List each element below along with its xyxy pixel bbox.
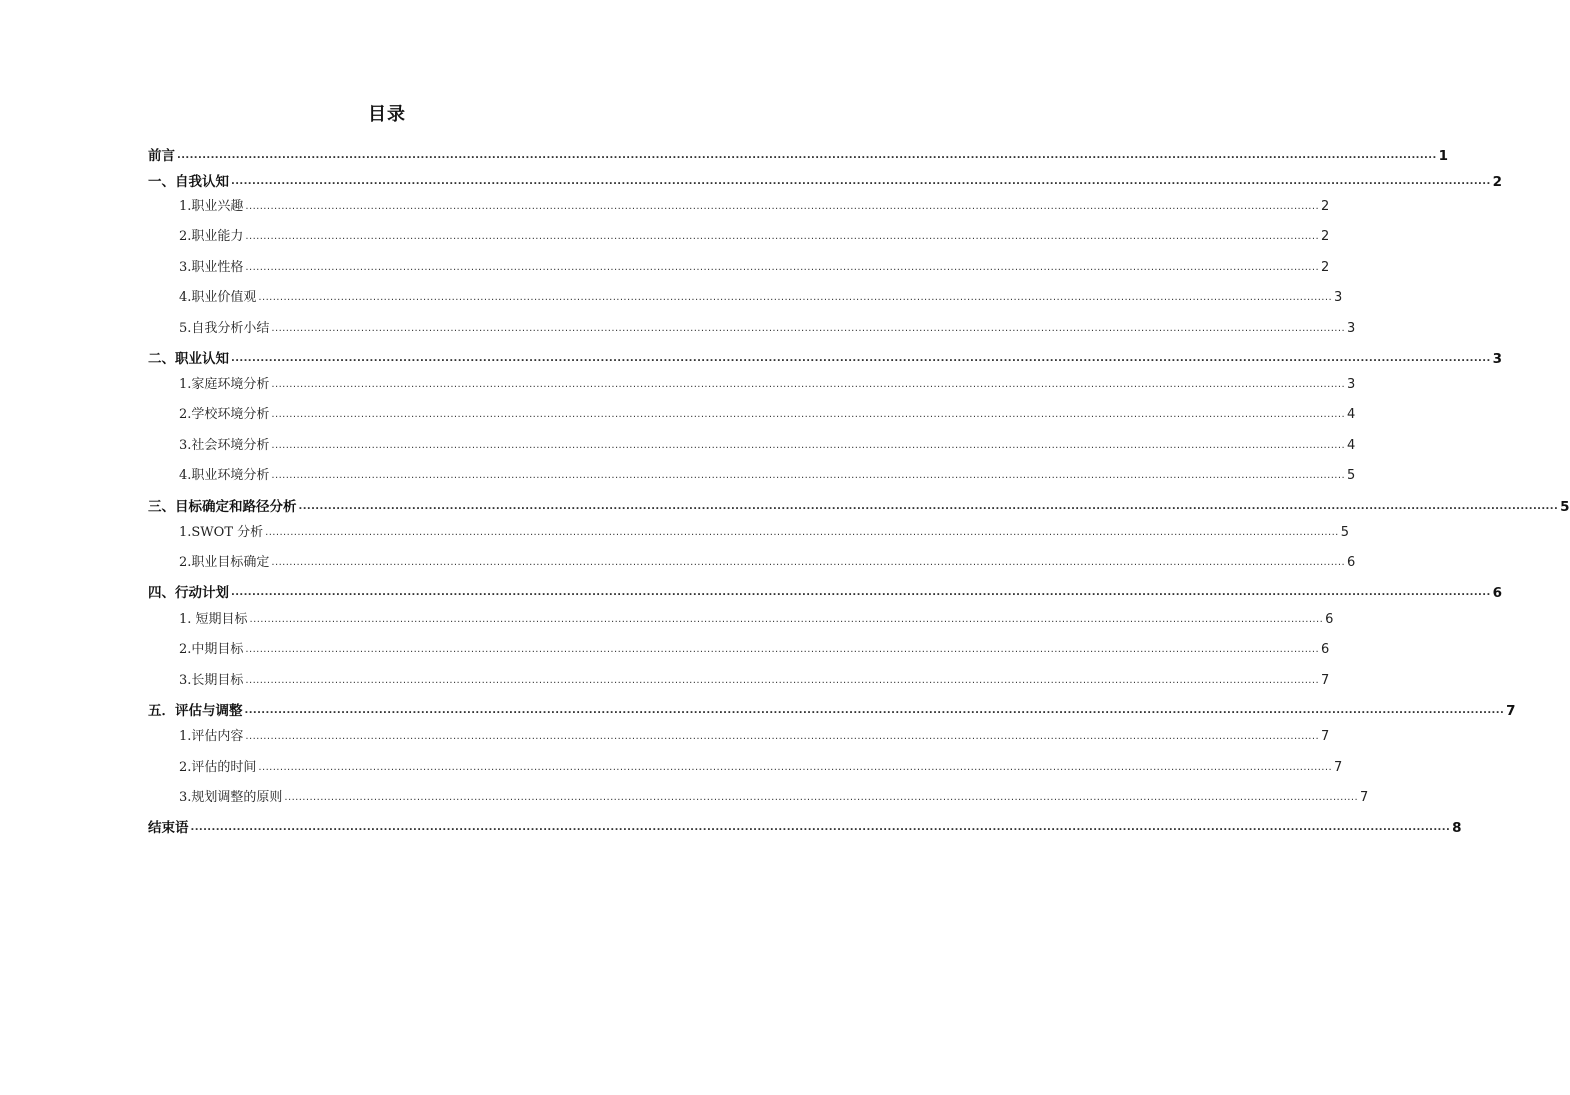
toc-entry-page-number: 8 (1452, 820, 1462, 836)
dot-leader: ............................................................................................................................................................................................................................................................................................................ (231, 353, 1491, 364)
toc-entry-page-number: 6 (1347, 555, 1356, 570)
dot-leader: ............................................................................................................................................................................................................................................................................................................ (177, 150, 1437, 161)
dot-leader: ............................................................................................................................................................................................................................................................................................................ (245, 262, 1320, 273)
dot-leader: ............................................................................................................................................................................................................................................................................................................ (249, 614, 1324, 625)
toc-entry[interactable] (148, 284, 1343, 306)
dot-leader: ............................................................................................................................................................................................................................................................................................................ (271, 470, 1346, 481)
toc-entry[interactable] (148, 549, 1356, 571)
toc-entry-label: 1.SWOT 分析 (179, 525, 264, 540)
toc-entry-page-number: 4 (1347, 438, 1356, 453)
toc-entry[interactable] (148, 371, 1356, 393)
toc-entry-label: 3.社会环境分析 (179, 438, 270, 453)
toc-entry-label: 2.评估的时间 (179, 760, 257, 775)
toc-entry-label: 1. 短期目标 (179, 612, 248, 627)
toc-entry-label: 4.职业价值观 (179, 290, 257, 305)
toc-entry-label: 3.长期目标 (179, 673, 244, 688)
toc-entry[interactable] (148, 519, 1350, 541)
toc-entry[interactable] (148, 814, 1462, 836)
toc-entry-label: 1.家庭环境分析 (179, 377, 270, 392)
dot-leader: ............................................................................................................................................................................................................................................................................................................ (265, 527, 1339, 538)
toc-entry[interactable] (148, 254, 1330, 276)
toc-entry-page-number: 3 (1347, 321, 1356, 336)
dot-leader: ............................................................................................................................................................................................................................................................................................................ (245, 644, 1320, 655)
dot-leader: ............................................................................................................................................................................................................................................................................................................ (245, 675, 1320, 686)
toc-entry-page-number: 7 (1360, 790, 1369, 805)
toc-entry-page-number: 6 (1321, 642, 1330, 657)
dot-leader: ............................................................................................................................................................................................................................................................................................................ (271, 409, 1346, 420)
toc-entry[interactable] (148, 462, 1356, 484)
dot-leader: ............................................................................................................................................................................................................................................................................................................ (298, 501, 1559, 512)
toc-entry-label: 五．评估与调整 (148, 703, 243, 719)
toc-entry[interactable] (148, 667, 1330, 689)
toc-entry-page-number: 6 (1492, 585, 1503, 601)
toc-entry-label: 2.职业目标确定 (179, 555, 270, 570)
toc-entry-page-number: 7 (1321, 673, 1330, 688)
dot-leader: ............................................................................................................................................................................................................................................................................................................ (244, 705, 1505, 716)
toc-entry-page-number: 3 (1334, 290, 1343, 305)
toc-entry-page-number: 7 (1321, 729, 1330, 744)
toc-entry-label: 1.评估内容 (179, 729, 244, 744)
dot-leader: ............................................................................................................................................................................................................................................................................................................ (271, 379, 1346, 390)
toc-entry[interactable] (148, 345, 1503, 367)
toc-entry-label: 三、目标确定和路径分析 (148, 499, 297, 515)
dot-leader: ............................................................................................................................................................................................................................................................................................................ (271, 323, 1346, 334)
toc-entry-page-number: 2 (1492, 174, 1503, 190)
toc-entry[interactable] (148, 697, 1516, 719)
dot-leader: ............................................................................................................................................................................................................................................................................................................ (284, 792, 1359, 803)
toc-entry-page-number: 5 (1347, 468, 1356, 483)
toc-entry[interactable] (148, 636, 1330, 658)
toc-entry-page-number: 3 (1492, 351, 1503, 367)
toc-entry[interactable] (148, 223, 1330, 245)
toc-title: 目录 (368, 104, 406, 125)
toc-entry-page-number: 2 (1321, 199, 1330, 214)
dot-leader: ............................................................................................................................................................................................................................................................................................................ (258, 292, 1333, 303)
toc-entry-label: 前言 (148, 148, 175, 164)
toc-entry-label: 二、职业认知 (148, 351, 229, 367)
dot-leader: ............................................................................................................................................................................................................................................................................................................ (231, 176, 1491, 187)
toc-entry-page-number: 2 (1321, 229, 1330, 244)
toc-entry[interactable] (148, 401, 1356, 423)
toc-entry-page-number: 6 (1325, 612, 1334, 627)
toc-entry-label: 2.职业能力 (179, 229, 244, 244)
toc-entry-page-number: 5 (1340, 525, 1350, 540)
toc-entry-label: 5.自我分析小结 (179, 321, 270, 336)
toc-entry-label: 4.职业环境分析 (179, 468, 270, 483)
toc-entry[interactable] (148, 579, 1503, 601)
toc-entry[interactable] (148, 193, 1330, 215)
toc-entry-label: 一、自我认知 (148, 174, 229, 190)
toc-entry[interactable] (148, 493, 1570, 515)
toc-entry-label: 2.学校环境分析 (179, 407, 270, 422)
toc-entry-page-number: 3 (1347, 377, 1356, 392)
toc-entry[interactable] (148, 784, 1369, 806)
dot-leader: ............................................................................................................................................................................................................................................................................................................ (271, 440, 1346, 451)
toc-entry-page-number: 4 (1347, 407, 1356, 422)
toc-entry-page-number: 5 (1560, 499, 1570, 515)
toc-entry-page-number: 7 (1334, 760, 1343, 775)
toc-entry-label: 四、行动计划 (148, 585, 229, 601)
toc-entry[interactable] (148, 168, 1503, 190)
dot-leader: ............................................................................................................................................................................................................................................................................................................ (190, 822, 1451, 833)
toc-entry-label: 结束语 (148, 820, 189, 836)
toc-entry-page-number: 7 (1506, 703, 1516, 719)
toc-entry-label: 2.中期目标 (179, 642, 244, 657)
dot-leader: ............................................................................................................................................................................................................................................................................................................ (245, 231, 1320, 242)
toc-entry[interactable] (148, 723, 1330, 745)
dot-leader: ............................................................................................................................................................................................................................................................................................................ (258, 762, 1333, 773)
toc-entry-label: 1.职业兴趣 (179, 199, 244, 214)
toc-entry[interactable] (148, 754, 1343, 776)
toc-entry-page-number: 2 (1321, 260, 1330, 275)
toc-entry[interactable] (148, 315, 1356, 337)
toc-entry[interactable] (148, 432, 1356, 454)
toc-entry-label: 3.职业性格 (179, 260, 244, 275)
dot-leader: ............................................................................................................................................................................................................................................................................................................ (245, 201, 1320, 212)
dot-leader: ............................................................................................................................................................................................................................................................................................................ (231, 587, 1491, 598)
toc-entry-label: 3.规划调整的原则 (179, 790, 283, 805)
toc-entry-page-number: 1 (1438, 148, 1449, 164)
toc-entry[interactable] (148, 142, 1449, 164)
dot-leader: ............................................................................................................................................................................................................................................................................................................ (271, 557, 1346, 568)
toc-entry[interactable] (148, 606, 1334, 628)
dot-leader: ............................................................................................................................................................................................................................................................................................................ (245, 731, 1320, 742)
